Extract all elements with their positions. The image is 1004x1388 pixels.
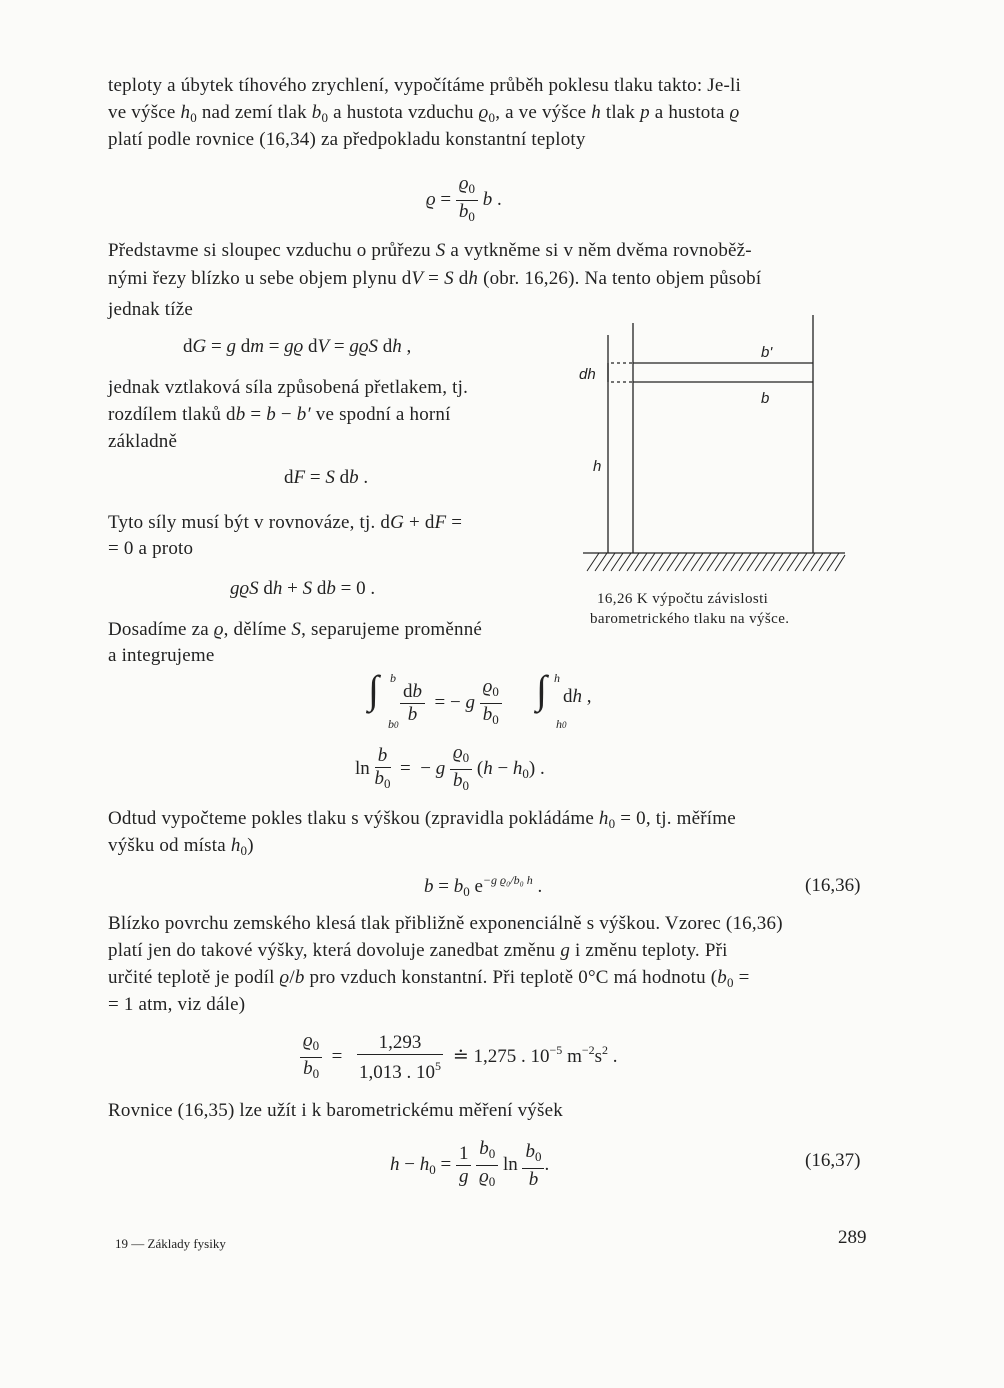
footer-book-title: 19 — Základy fysiky [115,1236,226,1251]
equation-balance: gϱS dh + S db = 0 . [230,578,376,599]
equation-number: (16,37) [805,1150,861,1171]
label-b: b [761,390,770,407]
text-line: Odtud vypočteme pokles tlaku s výškou (zpravidla pokládáme $h_0 = 0$, tj. měříme [108,808,736,831]
equation-number: (16,36) [805,875,861,896]
figure-caption: 16,26 K výpočtu závislosti [597,591,769,607]
label-h: h [593,458,602,475]
text-line: jednak vztlaková síla způsobená přetlakem, tj. [108,377,469,398]
text-line: Tyto síly musí být v rovnováze, tj. dG + dF = [108,512,463,533]
equation-dF: dF = S db . [284,467,369,488]
text-line: Rovnice (16,35) lze užít i k barometrickému měření výšek [108,1100,563,1121]
page-number: 289 [838,1227,867,1248]
text-line: platí jen do takové výšky, která dovoluje zanedbat změnu g i změnu teploty. Při [108,940,728,961]
figure-caption: barometrického tlaku na výšce. [590,611,790,627]
text-line: určité teplotě je podíl ϱ/b pro vzduch konstantní. Při teplotě 0°C má hodnotu ($b_0$ = [108,967,750,990]
text-line: Dosadíme za ϱ, dělíme S, separujeme proměnné [108,619,483,640]
text-line: ve výšce $h_0$ nad zemí tlak $b_0$ a hustota vzduchu $ϱ_0$, a ve výšce h tlak p a hustota ϱ [108,102,740,125]
text-line: = 1 atm, viz dále) [108,994,246,1015]
text-line: výšku od místa $h_0$) [108,835,254,858]
ground-hatching [587,553,845,571]
text-line: jednak tíže [108,299,194,320]
equation-dG: dG = g dm = gϱ dV = gϱS dh , [183,336,412,357]
equation-ratio: $\frac{ϱ_0}{b_0}$ = $\frac{1,293}{1,013 . 10^5}$ ≐ 1,275 . $10^{-5}$ $m^{-2}s^2$ . [300,1030,618,1085]
text-line: teploty a úbytek tíhového zrychlení, vypočítáme průběh poklesu tlaku takto: Je-li [108,75,742,96]
equation-16-36: $b = b_0$ $e^{-g ϱ_0/b_0 h}$ . [424,873,543,899]
text-line: = 0 a proto [108,538,194,559]
text-line: platí podle rovnice (16,34) za předpokladu konstantní teploty [108,129,586,150]
text-line: a integrujeme [108,645,215,666]
equation-16-37: $h - h_0$ = $\frac{1}{g}$ $\frac{b_0}{ϱ_0}$ ln $\frac{b_0}{b}$ . [390,1138,550,1190]
text-line: Blízko povrchu zemského klesá tlak přibližně exponenciálně s výškou. Vzorec (16,36) [108,913,783,934]
label-b-prime: b' [761,344,773,361]
text-line: rozdílem tlaků db = b − b′ ve spodní a horní [108,404,451,425]
equation-log: ln $\frac{b}{b_0}$ = − g $\frac{ϱ_0}{b_0}$ $(h - h_0)$ . [355,742,545,793]
text-line: Představme si sloupec vzduchu o průřezu S a vytkněme si v něm dvěma rovnoběž- [108,240,752,261]
text-line: nými řezy blízko u sebe objem plynu dV = S dh (obr. 16,26). Na tento objem působí [108,268,762,289]
text-line: základně [108,431,178,452]
equation-rho: ϱ = $\frac{ϱ_0}{b_0}$ b . [426,173,502,224]
figure-barometric-column [575,315,855,580]
label-dh: dh [579,366,596,383]
